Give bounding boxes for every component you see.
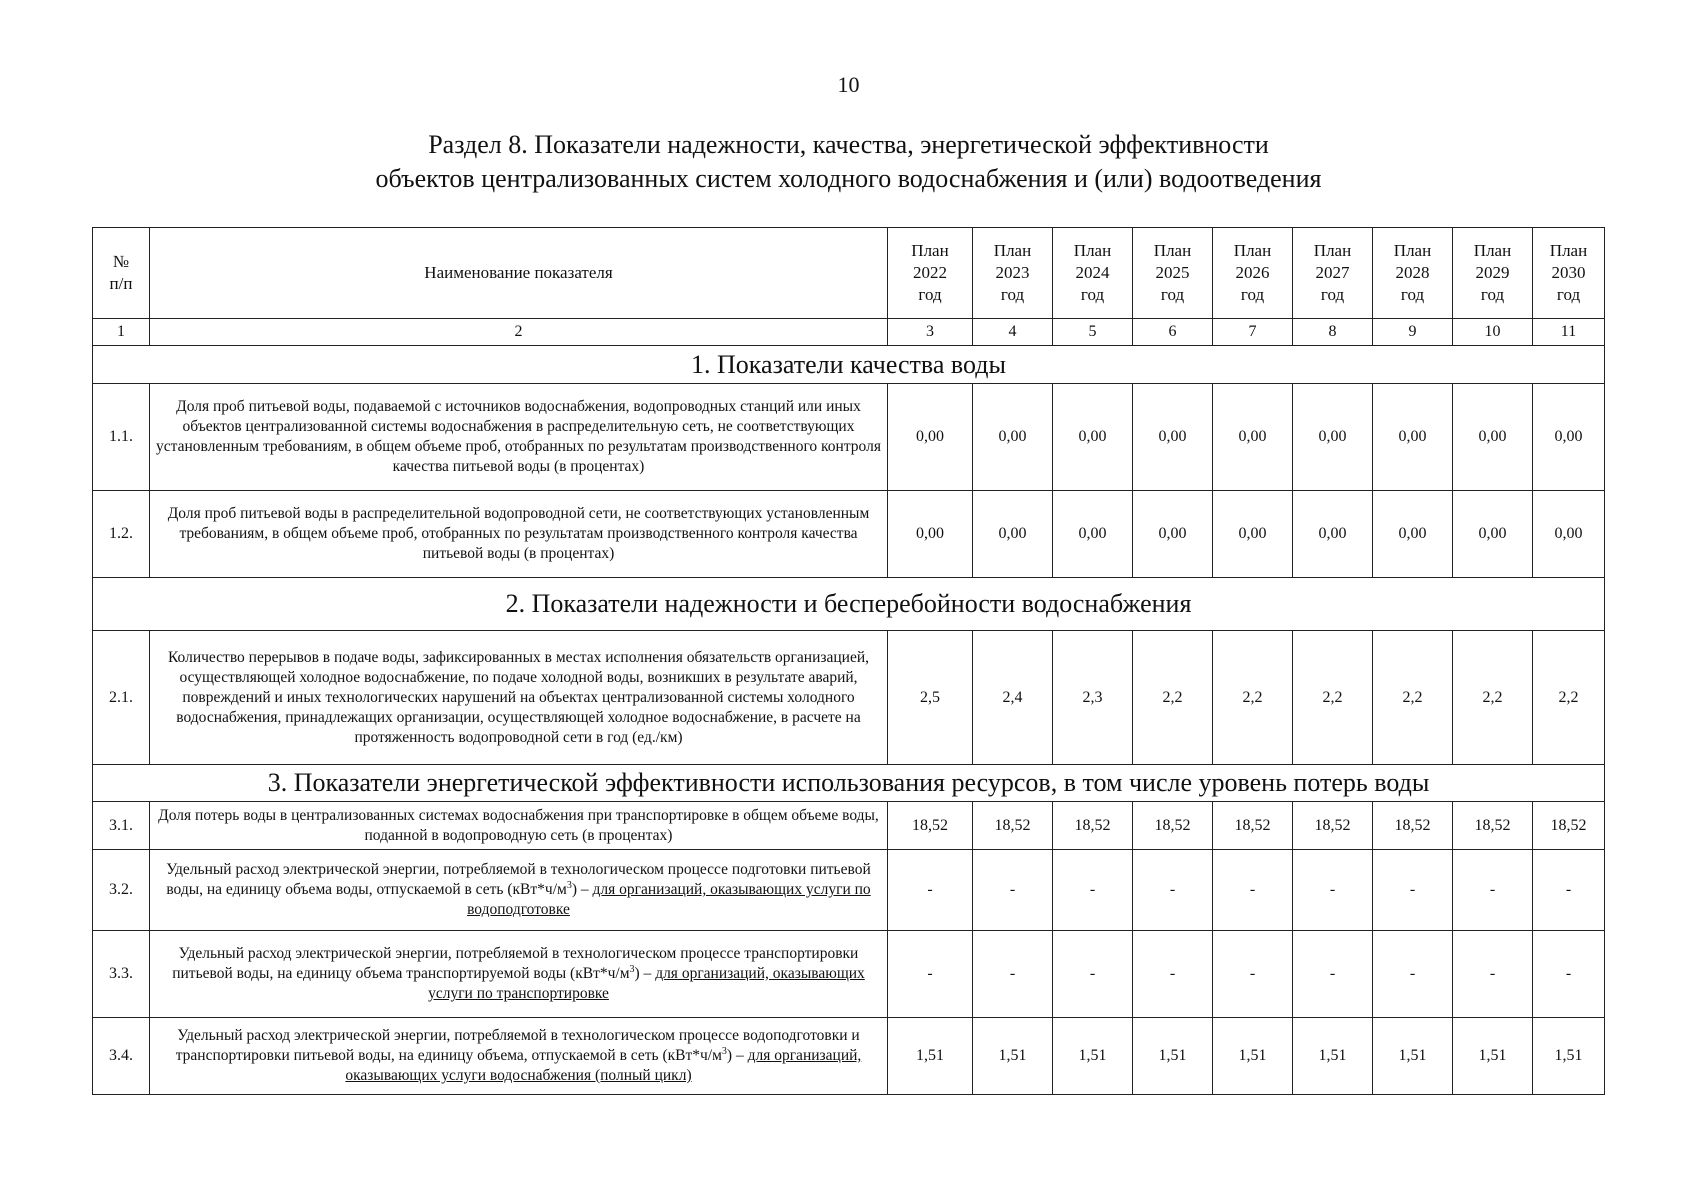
- value-cell: 1,51: [1453, 1018, 1533, 1095]
- value-cell: -: [888, 931, 973, 1018]
- header-plan: План 2023 год: [973, 228, 1053, 319]
- page-title: [0, 128, 1697, 196]
- table-row: [93, 491, 1605, 578]
- value-cell: 0,00: [1293, 491, 1373, 578]
- value-cell: 0,00: [1053, 384, 1133, 491]
- value-cell: -: [973, 931, 1053, 1018]
- indicator-name: [150, 850, 888, 931]
- column-number: 2: [150, 319, 888, 346]
- value-cell: 0,00: [1373, 491, 1453, 578]
- value-cell: 2,2: [1133, 631, 1213, 765]
- column-number: 6: [1133, 319, 1213, 346]
- indicator-name-dash: ) –: [726, 1047, 748, 1064]
- superscript: 3: [721, 1045, 727, 1057]
- value-cell: 0,00: [973, 384, 1053, 491]
- value-cell: 1,51: [1213, 1018, 1293, 1095]
- indicator-name-text: Удельный расход электрической энергии, потребляемой в технологическом процессе подготовки питьевой воды, на единицу объема воды, отпускаемой в сеть (кВт*ч/м: [166, 861, 871, 898]
- value-cell: 0,00: [1453, 384, 1533, 491]
- indicator-name: [150, 931, 888, 1018]
- header-plan: План 2030 год: [1533, 228, 1605, 319]
- title-line-1: Раздел 8. Показатели надежности, качества, энергетической эффективности: [428, 130, 1269, 159]
- value-cell: 0,00: [1293, 384, 1373, 491]
- column-number: 4: [973, 319, 1053, 346]
- value-cell: 18,52: [1453, 802, 1533, 850]
- header-plan: План 2028 год: [1373, 228, 1453, 319]
- column-number: 1: [93, 319, 150, 346]
- column-number: 9: [1373, 319, 1453, 346]
- value-cell: 18,52: [1293, 802, 1373, 850]
- indicator-name-text: Удельный расход электрической энергии, потребляемой в технологическом процессе водоподготовки и транспортировки питьевой воды, на единицу объема, отпускаемой в сеть (кВт*ч/м: [175, 1027, 860, 1064]
- value-cell: 1,51: [1053, 1018, 1133, 1095]
- indicator-name-dash: ) –: [571, 881, 593, 898]
- row-index: 1.1.: [93, 384, 150, 491]
- value-cell: 2,5: [888, 631, 973, 765]
- section-row: [93, 346, 1605, 384]
- value-cell: 18,52: [1533, 802, 1605, 850]
- value-cell: -: [1133, 850, 1213, 931]
- value-cell: -: [1293, 850, 1373, 931]
- value-cell: 0,00: [1533, 384, 1605, 491]
- value-cell: 0,00: [1533, 491, 1605, 578]
- value-cell: 0,00: [1133, 384, 1213, 491]
- indicator-name-text: Удельный расход электрической энергии, потребляемой в технологическом процессе транспортировки питьевой воды, на единицу объема транспортируемой воды (кВт*ч/м: [172, 945, 859, 982]
- header-plan: План 2026 год: [1213, 228, 1293, 319]
- header-plan: План 2024 год: [1053, 228, 1133, 319]
- indicator-name-dash: ) –: [634, 965, 656, 982]
- value-cell: -: [1133, 931, 1213, 1018]
- section-title: 1. Показатели качества воды: [93, 346, 1605, 384]
- value-cell: 0,00: [888, 384, 973, 491]
- column-number: 10: [1453, 319, 1533, 346]
- value-cell: 0,00: [973, 491, 1053, 578]
- value-cell: 1,51: [1373, 1018, 1453, 1095]
- column-number: 5: [1053, 319, 1133, 346]
- indicator-name: Доля проб питьевой воды, подаваемой с источников водоснабжения, водопроводных станций или иных объектов централизованной системы водоснабжения в распределительную сеть, не соответствующих установленным требованиям, в общем объеме проб, отобранных по результатам производственного контроля качества питьевой воды (в процентах): [150, 384, 888, 491]
- header-num: № п/п: [93, 228, 150, 319]
- table-row: [93, 931, 1605, 1018]
- value-cell: 0,00: [1213, 491, 1293, 578]
- header-plan: План 2022 год: [888, 228, 973, 319]
- value-cell: 0,00: [888, 491, 973, 578]
- table-row: [93, 384, 1605, 491]
- value-cell: -: [1533, 850, 1605, 931]
- value-cell: 2,2: [1533, 631, 1605, 765]
- section-row: [93, 765, 1605, 802]
- value-cell: 18,52: [1133, 802, 1213, 850]
- value-cell: 0,00: [1213, 384, 1293, 491]
- section-title: 2. Показатели надежности и бесперебойности водоснабжения: [93, 578, 1605, 631]
- header-plan: План 2025 год: [1133, 228, 1213, 319]
- value-cell: 18,52: [888, 802, 973, 850]
- table-row: [93, 850, 1605, 931]
- value-cell: 1,51: [1133, 1018, 1213, 1095]
- value-cell: -: [1533, 931, 1605, 1018]
- value-cell: 2,2: [1213, 631, 1293, 765]
- row-index: 3.4.: [93, 1018, 150, 1095]
- indicator-name: [150, 1018, 888, 1095]
- value-cell: -: [888, 850, 973, 931]
- header-name: Наименование показателя: [150, 228, 888, 319]
- table-row: [93, 631, 1605, 765]
- header-plan: План 2027 год: [1293, 228, 1373, 319]
- value-cell: -: [973, 850, 1053, 931]
- value-cell: 18,52: [1213, 802, 1293, 850]
- value-cell: 0,00: [1053, 491, 1133, 578]
- section-title: 3. Показатели энергетической эффективности использования ресурсов, в том числе уровень потерь воды: [93, 765, 1605, 802]
- value-cell: -: [1053, 931, 1133, 1018]
- column-number: 8: [1293, 319, 1373, 346]
- column-number: 11: [1533, 319, 1605, 346]
- row-index: 3.1.: [93, 802, 150, 850]
- value-cell: 0,00: [1453, 491, 1533, 578]
- indicator-name: Количество перерывов в подаче воды, зафиксированных в местах исполнения обязательств организацией, осуществляющей холодное водоснабжение, по подаче холодной воды, возникших в результате аварий, повреждений и иных технологических нарушений на объектах централизованной системы холодного водоснабжения, принадлежащих организации, осуществляющей холодное водоснабжение, в расчете на протяженность водопроводной сети в год (ед./км): [150, 631, 888, 765]
- value-cell: 2,2: [1373, 631, 1453, 765]
- value-cell: 2,2: [1293, 631, 1373, 765]
- indicator-name-underlined: для организаций, оказывающих услуги по водоподготовке: [467, 881, 871, 918]
- header-plan: План 2029 год: [1453, 228, 1533, 319]
- indicator-name: Доля потерь воды в централизованных системах водоснабжения при транспортировке в общем объеме воды, поданной в водопроводную сеть (в процентах): [150, 802, 888, 850]
- column-number-row: [93, 319, 1605, 346]
- row-index: 2.1.: [93, 631, 150, 765]
- indicator-name-underlined: для организаций, оказывающих услуги водоснабжения (полный цикл): [345, 1047, 862, 1084]
- row-index: 3.2.: [93, 850, 150, 931]
- header-row: [93, 228, 1605, 319]
- value-cell: 18,52: [1053, 802, 1133, 850]
- value-cell: 2,4: [973, 631, 1053, 765]
- superscript: 3: [629, 963, 635, 975]
- superscript: 3: [566, 879, 572, 891]
- value-cell: 1,51: [1293, 1018, 1373, 1095]
- value-cell: -: [1213, 931, 1293, 1018]
- row-index: 3.3.: [93, 931, 150, 1018]
- value-cell: 2,2: [1453, 631, 1533, 765]
- title-line-2: объектов централизованных систем холодного водоснабжения и (или) водоотведения: [375, 164, 1322, 193]
- indicator-name: Доля проб питьевой воды в распределительной водопроводной сети, не соответствующих установленным требованиям, в общем объеме проб, отобранных по результатам производственного контроля качества питьевой воды (в процентах): [150, 491, 888, 578]
- value-cell: 1,51: [888, 1018, 973, 1095]
- indicator-name-underlined: для организаций, оказывающих услуги по транспортировке: [428, 965, 865, 1002]
- value-cell: -: [1453, 931, 1533, 1018]
- value-cell: 18,52: [973, 802, 1053, 850]
- value-cell: 18,52: [1373, 802, 1453, 850]
- column-number: 3: [888, 319, 973, 346]
- section-row: [93, 578, 1605, 631]
- value-cell: 2,3: [1053, 631, 1133, 765]
- table-row: [93, 802, 1605, 850]
- page-number: 10: [837, 72, 860, 97]
- value-cell: -: [1373, 850, 1453, 931]
- value-cell: 0,00: [1133, 491, 1213, 578]
- value-cell: 1,51: [973, 1018, 1053, 1095]
- value-cell: -: [1373, 931, 1453, 1018]
- value-cell: 1,51: [1533, 1018, 1605, 1095]
- column-number: 7: [1213, 319, 1293, 346]
- value-cell: -: [1053, 850, 1133, 931]
- value-cell: -: [1293, 931, 1373, 1018]
- indicators-table: [92, 227, 1605, 1095]
- value-cell: -: [1453, 850, 1533, 931]
- row-index: 1.2.: [93, 491, 150, 578]
- value-cell: 0,00: [1373, 384, 1453, 491]
- value-cell: -: [1213, 850, 1293, 931]
- table-row: [93, 1018, 1605, 1095]
